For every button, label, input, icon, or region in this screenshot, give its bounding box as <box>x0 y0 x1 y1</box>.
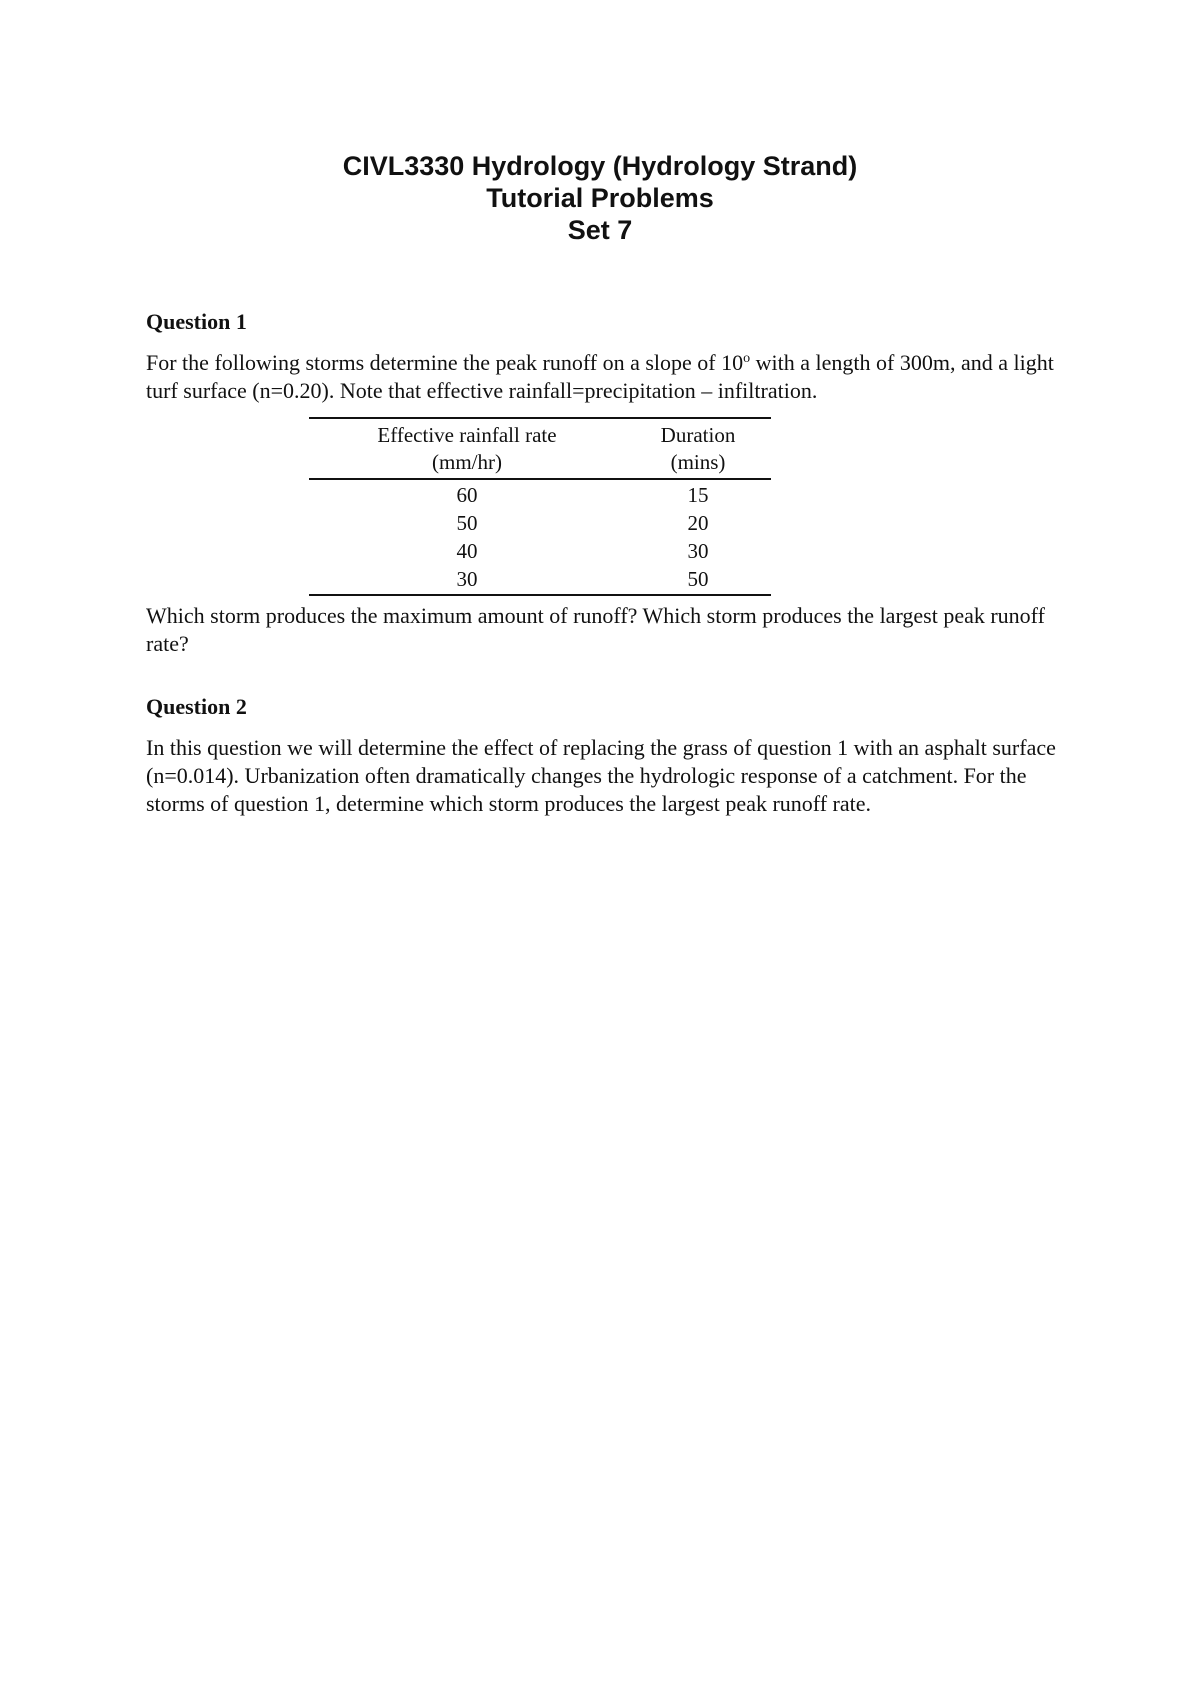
header-duration <box>625 418 771 479</box>
question-2-text: In this question we will determine the effect of replacing the grass of question 1 with an asphalt surface (n=0.014). Urbanization often dramatically changes the hydrologic response of a catchment. For the storms of question 1, determine which storm produces the largest peak runoff rate. <box>146 735 1056 816</box>
storm-table-container <box>309 417 771 596</box>
question-1-heading: Question 1 <box>146 309 247 334</box>
document-title <box>0 150 1200 246</box>
rainfall-rate-cell: 40 <box>456 539 478 563</box>
title-set: Set 7 <box>567 215 633 245</box>
question-1-intro-part2: with a length of 300m, and a light turf surface (n=0.20). Note that effective rainfall=precipitation – infiltration. <box>146 350 1054 403</box>
rainfall-rate-cell: 50 <box>456 511 478 535</box>
degree-symbol: o <box>743 351 751 366</box>
table-row <box>309 537 771 565</box>
duration-cell: 20 <box>687 511 709 535</box>
question-1-followup-text: Which storm produces the maximum amount of runoff? Which storm produces the largest peak runoff rate? <box>146 603 1045 656</box>
header-duration-label: Duration <box>660 423 736 447</box>
header-rainfall-rate <box>309 418 625 479</box>
table-row <box>309 565 771 595</box>
header-rainfall-rate-label: Effective rainfall rate <box>377 423 557 447</box>
storm-table <box>309 417 771 596</box>
rainfall-rate-cell: 60 <box>456 483 478 507</box>
title-course: CIVL3330 Hydrology (Hydrology Strand) <box>342 151 858 181</box>
rainfall-rate-cell: 30 <box>456 567 478 591</box>
table-row <box>309 479 771 509</box>
question-2-heading: Question 2 <box>146 694 247 719</box>
duration-cell: 50 <box>687 567 709 591</box>
duration-cell: 30 <box>687 539 709 563</box>
duration-cell: 15 <box>687 483 709 507</box>
question-1-intro <box>146 349 1066 405</box>
table-row <box>309 509 771 537</box>
table-header-row <box>309 418 771 479</box>
title-subtitle: Tutorial Problems <box>486 183 714 213</box>
question-1-intro-part1: For the following storms determine the peak runoff on a slope of 10 <box>146 350 744 375</box>
header-duration-unit: (mins) <box>670 450 726 474</box>
header-rainfall-rate-unit: (mm/hr) <box>432 450 502 474</box>
question-2-body <box>146 734 1066 818</box>
question-1-followup <box>146 602 1066 658</box>
